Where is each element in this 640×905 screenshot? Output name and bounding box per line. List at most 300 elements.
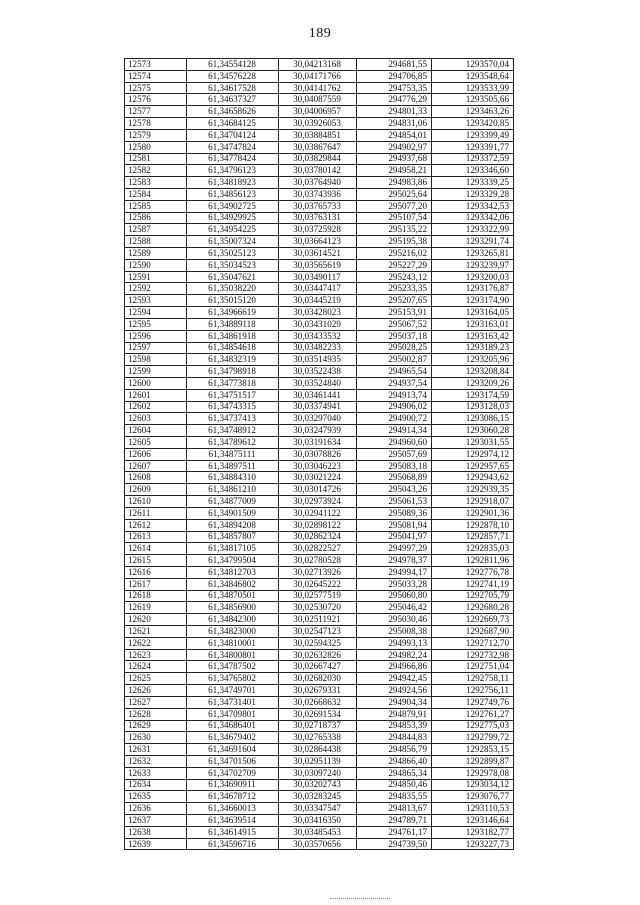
latitude-cell: 61,34800801 xyxy=(187,649,279,661)
table-row xyxy=(125,342,514,354)
point-number-cell: 12592 xyxy=(125,283,187,295)
table-row xyxy=(125,767,514,779)
y-coordinate-cell: 1292974,12 xyxy=(432,448,514,460)
latitude-cell: 61,34691604 xyxy=(187,744,279,756)
table-row xyxy=(125,626,514,638)
y-coordinate-cell: 1293128,03 xyxy=(432,401,514,413)
table-row xyxy=(125,637,514,649)
point-number-cell: 12625 xyxy=(125,673,187,685)
longitude-cell: 30,02951139 xyxy=(279,755,357,767)
x-coordinate-cell: 295077,20 xyxy=(357,200,432,212)
longitude-cell: 30,03884851 xyxy=(279,129,357,141)
x-coordinate-cell: 294831,06 xyxy=(357,118,432,130)
longitude-cell: 30,02645222 xyxy=(279,578,357,590)
table-row xyxy=(125,318,514,330)
y-coordinate-cell: 1292901,36 xyxy=(432,507,514,519)
y-coordinate-cell: 1292776,78 xyxy=(432,566,514,578)
longitude-cell: 30,03461441 xyxy=(279,389,357,401)
y-coordinate-cell: 1293176,87 xyxy=(432,283,514,295)
table-row xyxy=(125,673,514,685)
table-row xyxy=(125,118,514,130)
table-row xyxy=(125,755,514,767)
y-coordinate-cell: 1293339,25 xyxy=(432,177,514,189)
y-coordinate-cell: 1292918,07 xyxy=(432,496,514,508)
point-number-cell: 12594 xyxy=(125,307,187,319)
point-number-cell: 12591 xyxy=(125,271,187,283)
longitude-cell: 30,02765338 xyxy=(279,732,357,744)
point-number-cell: 12618 xyxy=(125,590,187,602)
y-coordinate-cell: 1292835,03 xyxy=(432,543,514,555)
longitude-cell: 30,03433532 xyxy=(279,330,357,342)
y-coordinate-cell: 1292775,03 xyxy=(432,720,514,732)
footer-mark xyxy=(330,898,390,899)
x-coordinate-cell: 294853,39 xyxy=(357,720,432,732)
table-row xyxy=(125,271,514,283)
x-coordinate-cell: 295025,64 xyxy=(357,188,432,200)
point-number-cell: 12631 xyxy=(125,744,187,756)
point-number-cell: 12603 xyxy=(125,413,187,425)
latitude-cell: 61,34778424 xyxy=(187,153,279,165)
y-coordinate-cell: 1293420,85 xyxy=(432,118,514,130)
longitude-cell: 30,03763131 xyxy=(279,212,357,224)
x-coordinate-cell: 294879,91 xyxy=(357,708,432,720)
point-number-cell: 12604 xyxy=(125,425,187,437)
y-coordinate-cell: 1292705,79 xyxy=(432,590,514,602)
table-row xyxy=(125,248,514,260)
point-number-cell: 12574 xyxy=(125,70,187,82)
table-row xyxy=(125,779,514,791)
table-row xyxy=(125,578,514,590)
y-coordinate-cell: 1292943,62 xyxy=(432,472,514,484)
longitude-cell: 30,03097240 xyxy=(279,767,357,779)
table-row xyxy=(125,602,514,614)
point-number-cell: 12639 xyxy=(125,838,187,850)
longitude-cell: 30,02511921 xyxy=(279,614,357,626)
point-number-cell: 12582 xyxy=(125,165,187,177)
y-coordinate-cell: 1293239,97 xyxy=(432,259,514,271)
point-number-cell: 12576 xyxy=(125,94,187,106)
table-row xyxy=(125,413,514,425)
x-coordinate-cell: 294865,34 xyxy=(357,767,432,779)
table-row xyxy=(125,614,514,626)
y-coordinate-cell: 1293086,15 xyxy=(432,413,514,425)
x-coordinate-cell: 295028,25 xyxy=(357,342,432,354)
latitude-cell: 61,34617528 xyxy=(187,82,279,94)
longitude-cell: 30,03514935 xyxy=(279,354,357,366)
y-coordinate-cell: 1292751,04 xyxy=(432,661,514,673)
point-number-cell: 12605 xyxy=(125,437,187,449)
table-row xyxy=(125,460,514,472)
y-coordinate-cell: 1293208,84 xyxy=(432,366,514,378)
x-coordinate-cell: 295008,38 xyxy=(357,626,432,638)
y-coordinate-cell: 1292853,15 xyxy=(432,744,514,756)
longitude-cell: 30,03829844 xyxy=(279,153,357,165)
y-coordinate-cell: 1293174,90 xyxy=(432,295,514,307)
y-coordinate-cell: 1292878,10 xyxy=(432,519,514,531)
y-coordinate-cell: 1293322,99 xyxy=(432,224,514,236)
latitude-cell: 61,34966619 xyxy=(187,307,279,319)
table-row xyxy=(125,507,514,519)
x-coordinate-cell: 294997,29 xyxy=(357,543,432,555)
point-number-cell: 12600 xyxy=(125,377,187,389)
table-row xyxy=(125,661,514,673)
y-coordinate-cell: 1293342,53 xyxy=(432,200,514,212)
point-number-cell: 12607 xyxy=(125,460,187,472)
table-row xyxy=(125,555,514,567)
latitude-cell: 61,34773818 xyxy=(187,377,279,389)
x-coordinate-cell: 295067,52 xyxy=(357,318,432,330)
y-coordinate-cell: 1293548,64 xyxy=(432,70,514,82)
point-number-cell: 12581 xyxy=(125,153,187,165)
x-coordinate-cell: 295083,18 xyxy=(357,460,432,472)
table-row xyxy=(125,826,514,838)
x-coordinate-cell: 294900,72 xyxy=(357,413,432,425)
point-number-cell: 12588 xyxy=(125,236,187,248)
latitude-cell: 61,35015120 xyxy=(187,295,279,307)
x-coordinate-cell: 294924,56 xyxy=(357,685,432,697)
latitude-cell: 61,34823000 xyxy=(187,626,279,638)
latitude-cell: 61,34901509 xyxy=(187,507,279,519)
table-row xyxy=(125,791,514,803)
x-coordinate-cell: 294761,17 xyxy=(357,826,432,838)
table-row xyxy=(125,200,514,212)
y-coordinate-cell: 1292680,28 xyxy=(432,602,514,614)
point-number-cell: 12636 xyxy=(125,803,187,815)
longitude-cell: 30,03447417 xyxy=(279,283,357,295)
point-number-cell: 12609 xyxy=(125,484,187,496)
table-row xyxy=(125,354,514,366)
longitude-cell: 30,03416350 xyxy=(279,815,357,827)
y-coordinate-cell: 1292957,65 xyxy=(432,460,514,472)
latitude-cell: 61,34789612 xyxy=(187,437,279,449)
y-coordinate-cell: 1293291,74 xyxy=(432,236,514,248)
longitude-cell: 30,02780528 xyxy=(279,555,357,567)
latitude-cell: 61,34884310 xyxy=(187,472,279,484)
longitude-cell: 30,03765733 xyxy=(279,200,357,212)
longitude-cell: 30,02668632 xyxy=(279,696,357,708)
latitude-cell: 61,34832319 xyxy=(187,354,279,366)
latitude-cell: 61,34856900 xyxy=(187,602,279,614)
x-coordinate-cell: 294906,02 xyxy=(357,401,432,413)
point-number-cell: 12637 xyxy=(125,815,187,827)
y-coordinate-cell: 1293209,26 xyxy=(432,377,514,389)
table-row xyxy=(125,165,514,177)
latitude-cell: 61,34639514 xyxy=(187,815,279,827)
table-row xyxy=(125,94,514,106)
longitude-cell: 30,03725928 xyxy=(279,224,357,236)
latitude-cell: 61,34765802 xyxy=(187,673,279,685)
y-coordinate-cell: 1293163,01 xyxy=(432,318,514,330)
point-number-cell: 12638 xyxy=(125,826,187,838)
x-coordinate-cell: 294739,50 xyxy=(357,838,432,850)
x-coordinate-cell: 294993,13 xyxy=(357,637,432,649)
x-coordinate-cell: 295037,18 xyxy=(357,330,432,342)
longitude-cell: 30,03780142 xyxy=(279,165,357,177)
point-number-cell: 12595 xyxy=(125,318,187,330)
y-coordinate-cell: 1292811,96 xyxy=(432,555,514,567)
y-coordinate-cell: 1293533,99 xyxy=(432,82,514,94)
point-number-cell: 12615 xyxy=(125,555,187,567)
x-coordinate-cell: 294958,21 xyxy=(357,165,432,177)
latitude-cell: 61,34810001 xyxy=(187,637,279,649)
latitude-cell: 61,34877009 xyxy=(187,496,279,508)
y-coordinate-cell: 1293205,96 xyxy=(432,354,514,366)
latitude-cell: 61,34614915 xyxy=(187,826,279,838)
y-coordinate-cell: 1293391,77 xyxy=(432,141,514,153)
table-row xyxy=(125,720,514,732)
longitude-cell: 30,03764940 xyxy=(279,177,357,189)
table-row xyxy=(125,389,514,401)
point-number-cell: 12633 xyxy=(125,767,187,779)
y-coordinate-cell: 1293329,28 xyxy=(432,188,514,200)
table-row xyxy=(125,224,514,236)
x-coordinate-cell: 294982,24 xyxy=(357,649,432,661)
latitude-cell: 61,34894208 xyxy=(187,519,279,531)
latitude-cell: 61,34856123 xyxy=(187,188,279,200)
latitude-cell: 61,34897511 xyxy=(187,460,279,472)
y-coordinate-cell: 1292761,27 xyxy=(432,708,514,720)
latitude-cell: 61,35038220 xyxy=(187,283,279,295)
x-coordinate-cell: 294913,74 xyxy=(357,389,432,401)
table-row xyxy=(125,803,514,815)
point-number-cell: 12579 xyxy=(125,129,187,141)
y-coordinate-cell: 1293076,77 xyxy=(432,791,514,803)
x-coordinate-cell: 294942,45 xyxy=(357,673,432,685)
longitude-cell: 30,03202743 xyxy=(279,779,357,791)
latitude-cell: 61,34554128 xyxy=(187,59,279,71)
table-row xyxy=(125,496,514,508)
longitude-cell: 30,02667427 xyxy=(279,661,357,673)
x-coordinate-cell: 295243,12 xyxy=(357,271,432,283)
latitude-cell: 61,34954225 xyxy=(187,224,279,236)
x-coordinate-cell: 294856,79 xyxy=(357,744,432,756)
latitude-cell: 61,34798918 xyxy=(187,366,279,378)
latitude-cell: 61,35034523 xyxy=(187,259,279,271)
table-row xyxy=(125,401,514,413)
latitude-cell: 61,34854618 xyxy=(187,342,279,354)
y-coordinate-cell: 1293164,05 xyxy=(432,307,514,319)
table-row xyxy=(125,543,514,555)
point-number-cell: 12580 xyxy=(125,141,187,153)
longitude-cell: 30,03374941 xyxy=(279,401,357,413)
longitude-cell: 30,03565619 xyxy=(279,259,357,271)
y-coordinate-cell: 1293227,73 xyxy=(432,838,514,850)
x-coordinate-cell: 294937,68 xyxy=(357,153,432,165)
table-row xyxy=(125,566,514,578)
longitude-cell: 30,03524840 xyxy=(279,377,357,389)
table-row xyxy=(125,70,514,82)
table-row xyxy=(125,59,514,71)
longitude-cell: 30,03428023 xyxy=(279,307,357,319)
table-row xyxy=(125,236,514,248)
longitude-cell: 30,04141762 xyxy=(279,82,357,94)
y-coordinate-cell: 1292758,11 xyxy=(432,673,514,685)
table-row xyxy=(125,295,514,307)
longitude-cell: 30,03431029 xyxy=(279,318,357,330)
longitude-cell: 30,03445219 xyxy=(279,295,357,307)
table-row xyxy=(125,437,514,449)
table-row xyxy=(125,188,514,200)
y-coordinate-cell: 1293189,23 xyxy=(432,342,514,354)
longitude-cell: 30,03485453 xyxy=(279,826,357,838)
longitude-cell: 30,02594325 xyxy=(279,637,357,649)
y-coordinate-cell: 1292669,73 xyxy=(432,614,514,626)
y-coordinate-cell: 1292741,19 xyxy=(432,578,514,590)
table-row xyxy=(125,531,514,543)
x-coordinate-cell: 294706,85 xyxy=(357,70,432,82)
x-coordinate-cell: 295033,28 xyxy=(357,578,432,590)
longitude-cell: 30,02941122 xyxy=(279,507,357,519)
y-coordinate-cell: 1292687,90 xyxy=(432,626,514,638)
longitude-cell: 30,02898122 xyxy=(279,519,357,531)
y-coordinate-cell: 1292899,87 xyxy=(432,755,514,767)
latitude-cell: 61,34846802 xyxy=(187,578,279,590)
x-coordinate-cell: 294813,67 xyxy=(357,803,432,815)
y-coordinate-cell: 1292939,35 xyxy=(432,484,514,496)
table-row xyxy=(125,307,514,319)
latitude-cell: 61,34747824 xyxy=(187,141,279,153)
x-coordinate-cell: 294965,54 xyxy=(357,366,432,378)
latitude-cell: 61,34902725 xyxy=(187,200,279,212)
longitude-cell: 30,03743936 xyxy=(279,188,357,200)
point-number-cell: 12613 xyxy=(125,531,187,543)
latitude-cell: 61,34704124 xyxy=(187,129,279,141)
latitude-cell: 61,34686401 xyxy=(187,720,279,732)
table-row xyxy=(125,472,514,484)
point-number-cell: 12584 xyxy=(125,188,187,200)
latitude-cell: 61,34818923 xyxy=(187,177,279,189)
y-coordinate-cell: 1293505,66 xyxy=(432,94,514,106)
coordinates-table xyxy=(124,58,514,850)
table-row xyxy=(125,212,514,224)
point-number-cell: 12597 xyxy=(125,342,187,354)
x-coordinate-cell: 295233,35 xyxy=(357,283,432,295)
longitude-cell: 30,02713926 xyxy=(279,566,357,578)
y-coordinate-cell: 1293570,04 xyxy=(432,59,514,71)
longitude-cell: 30,04006957 xyxy=(279,106,357,118)
y-coordinate-cell: 1293372,59 xyxy=(432,153,514,165)
y-coordinate-cell: 1292857,71 xyxy=(432,531,514,543)
latitude-cell: 61,35007324 xyxy=(187,236,279,248)
point-number-cell: 12635 xyxy=(125,791,187,803)
longitude-cell: 30,04171766 xyxy=(279,70,357,82)
x-coordinate-cell: 294681,55 xyxy=(357,59,432,71)
latitude-cell: 61,35025123 xyxy=(187,248,279,260)
longitude-cell: 30,03490117 xyxy=(279,271,357,283)
x-coordinate-cell: 294854,01 xyxy=(357,129,432,141)
latitude-cell: 61,34861210 xyxy=(187,484,279,496)
point-number-cell: 12585 xyxy=(125,200,187,212)
latitude-cell: 61,34875111 xyxy=(187,448,279,460)
point-number-cell: 12599 xyxy=(125,366,187,378)
table-row xyxy=(125,129,514,141)
point-number-cell: 12623 xyxy=(125,649,187,661)
longitude-cell: 30,03247939 xyxy=(279,425,357,437)
page-number: 189 xyxy=(308,26,332,41)
table-row xyxy=(125,708,514,720)
y-coordinate-cell: 1292749,76 xyxy=(432,696,514,708)
latitude-cell: 61,34889118 xyxy=(187,318,279,330)
latitude-cell: 61,35047621 xyxy=(187,271,279,283)
x-coordinate-cell: 295043,26 xyxy=(357,484,432,496)
latitude-cell: 61,34857807 xyxy=(187,531,279,543)
y-coordinate-cell: 1293200,03 xyxy=(432,271,514,283)
y-coordinate-cell: 1293163,42 xyxy=(432,330,514,342)
longitude-cell: 30,03867647 xyxy=(279,141,357,153)
x-coordinate-cell: 295153,91 xyxy=(357,307,432,319)
latitude-cell: 61,34787502 xyxy=(187,661,279,673)
table-row xyxy=(125,425,514,437)
table-row xyxy=(125,685,514,697)
point-number-cell: 12632 xyxy=(125,755,187,767)
longitude-cell: 30,02530720 xyxy=(279,602,357,614)
longitude-cell: 30,03614521 xyxy=(279,248,357,260)
latitude-cell: 61,34678712 xyxy=(187,791,279,803)
x-coordinate-cell: 295216,02 xyxy=(357,248,432,260)
point-number-cell: 12628 xyxy=(125,708,187,720)
y-coordinate-cell: 1293182,77 xyxy=(432,826,514,838)
table-row xyxy=(125,484,514,496)
point-number-cell: 12606 xyxy=(125,448,187,460)
latitude-cell: 61,34743315 xyxy=(187,401,279,413)
x-coordinate-cell: 294960,60 xyxy=(357,437,432,449)
x-coordinate-cell: 294902,97 xyxy=(357,141,432,153)
longitude-cell: 30,02973924 xyxy=(279,496,357,508)
longitude-cell: 30,03347547 xyxy=(279,803,357,815)
latitude-cell: 61,34929925 xyxy=(187,212,279,224)
table-row xyxy=(125,377,514,389)
x-coordinate-cell: 295057,69 xyxy=(357,448,432,460)
table-row xyxy=(125,177,514,189)
x-coordinate-cell: 295089,36 xyxy=(357,507,432,519)
longitude-cell: 30,02718737 xyxy=(279,720,357,732)
x-coordinate-cell: 294789,71 xyxy=(357,815,432,827)
point-number-cell: 12619 xyxy=(125,602,187,614)
latitude-cell: 61,34702709 xyxy=(187,767,279,779)
latitude-cell: 61,34737413 xyxy=(187,413,279,425)
y-coordinate-cell: 1293031,55 xyxy=(432,437,514,449)
longitude-cell: 30,03482233 xyxy=(279,342,357,354)
point-number-cell: 12586 xyxy=(125,212,187,224)
longitude-cell: 30,02822527 xyxy=(279,543,357,555)
latitude-cell: 61,34812703 xyxy=(187,566,279,578)
longitude-cell: 30,02577519 xyxy=(279,590,357,602)
table-row xyxy=(125,448,514,460)
point-number-cell: 12577 xyxy=(125,106,187,118)
x-coordinate-cell: 294983,86 xyxy=(357,177,432,189)
longitude-cell: 30,02547123 xyxy=(279,626,357,638)
table-row xyxy=(125,519,514,531)
point-number-cell: 12589 xyxy=(125,248,187,260)
table-row xyxy=(125,815,514,827)
point-number-cell: 12602 xyxy=(125,401,187,413)
latitude-cell: 61,34751517 xyxy=(187,389,279,401)
longitude-cell: 30,02862324 xyxy=(279,531,357,543)
latitude-cell: 61,34684125 xyxy=(187,118,279,130)
longitude-cell: 30,03664123 xyxy=(279,236,357,248)
x-coordinate-cell: 294978,37 xyxy=(357,555,432,567)
y-coordinate-cell: 1293346,60 xyxy=(432,165,514,177)
point-number-cell: 12575 xyxy=(125,82,187,94)
y-coordinate-cell: 1292732,98 xyxy=(432,649,514,661)
x-coordinate-cell: 294801,33 xyxy=(357,106,432,118)
latitude-cell: 61,34660013 xyxy=(187,803,279,815)
y-coordinate-cell: 1293034,12 xyxy=(432,779,514,791)
table-row xyxy=(125,259,514,271)
point-number-cell: 12612 xyxy=(125,519,187,531)
y-coordinate-cell: 1292799,72 xyxy=(432,732,514,744)
y-coordinate-cell: 1293146,64 xyxy=(432,815,514,827)
